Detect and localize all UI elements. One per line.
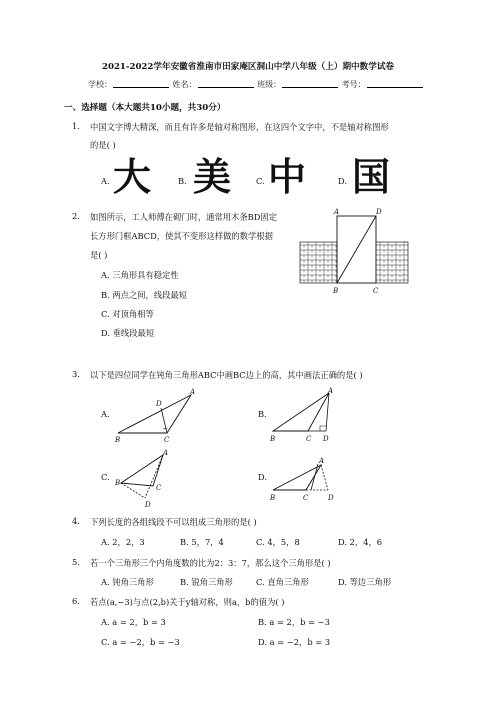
school-label: 学校： (88, 80, 112, 89)
q4-number: 4. (72, 516, 80, 526)
q1-option-a-char: 大 (113, 155, 152, 199)
svg-text:B: B (115, 436, 121, 444)
exam-no-blank[interactable] (367, 80, 423, 88)
q4-option-c[interactable]: C. 4，5，8 (256, 537, 300, 547)
q3-option-b-label[interactable]: B. (258, 409, 267, 419)
q5-option-b[interactable]: B. 锐角三角形 (180, 577, 233, 587)
q3-option-d-label[interactable]: D. (258, 472, 267, 482)
svg-text:B: B (270, 494, 276, 502)
svg-text:B: B (270, 435, 276, 443)
q5-text: 若一个三角形三个内角度数的比为2：3：7，那么这个三角形是( ) (90, 558, 331, 568)
q4-option-a[interactable]: A. 2，2，3 (101, 537, 145, 547)
q6-option-a[interactable]: A. a = 2，b = 3 (101, 617, 166, 627)
q1-text-line2: 的是( ) (90, 140, 116, 150)
q3-option-a-label[interactable]: A. (101, 409, 110, 419)
q3-figure-d (268, 455, 353, 510)
q1-option-d-label[interactable]: D. (338, 176, 347, 186)
q2-text-line3: 是( ) (90, 250, 108, 260)
q1-option-c-label[interactable]: C. (256, 176, 265, 186)
right-brick-wall (376, 242, 408, 283)
q3-text: 以下是四位同学在钝角三角形ABC中画BC边上的高，其中画法正确的是( ) (90, 370, 363, 380)
q2-door-figure (300, 205, 410, 295)
q2-option-d[interactable]: D. 垂线段最短 (101, 328, 155, 338)
q3-option-c-label[interactable]: C. (101, 472, 110, 482)
q6-option-b[interactable]: B. a = 2，b = −3 (258, 617, 330, 627)
q2-option-a[interactable]: A. 三角形具有稳定性 (101, 270, 179, 280)
svg-text:A: A (163, 449, 169, 457)
q6-number: 6. (72, 596, 80, 606)
left-brick-wall (300, 242, 337, 283)
q5-option-a[interactable]: A. 钝角三角形 (101, 577, 154, 587)
q2-option-b[interactable]: B. 两点之间，线段最短 (101, 290, 188, 300)
q5-option-c[interactable]: C. 直角三角形 (256, 577, 309, 587)
q6-option-d[interactable]: D. a = −2，b = 3 (258, 637, 331, 647)
q3-number: 3. (72, 369, 80, 379)
name-label: 姓名： (172, 80, 197, 89)
name-blank[interactable] (198, 80, 254, 88)
q4-option-b[interactable]: B. 5，7，4 (180, 537, 224, 547)
exam-no-label: 考号： (341, 80, 366, 89)
q5-number: 5. (72, 557, 80, 567)
svg-text:A: A (319, 457, 325, 465)
svg-text:A: A (190, 388, 196, 396)
student-info-line (88, 79, 424, 90)
q4-option-d[interactable]: D. 2，4，6 (338, 537, 383, 547)
svg-text:C: C (306, 435, 312, 443)
q1-text-line1: 中国文字博大精深，而且有许多是轴对称图形，在这四个文字中，不是轴对称图形 (90, 122, 389, 132)
school-blank[interactable] (113, 80, 169, 88)
q2-number: 2. (72, 211, 80, 221)
svg-text:C: C (156, 484, 162, 492)
class-label: 班级： (257, 80, 282, 89)
q2-option-c[interactable]: C. 对顶角相等 (101, 309, 154, 319)
q5-option-d[interactable]: D. 等边三角形 (338, 577, 392, 587)
q2-text-line1: 如图所示，工人师傅在砌门时，通常用木条BD固定 (90, 212, 277, 222)
q4-text: 下列长度的各组线段不可以组成三角形的是( ) (90, 517, 257, 527)
q6-option-c[interactable]: C. a = −2，b = −3 (101, 637, 180, 647)
svg-text:B: B (115, 479, 121, 487)
section-heading: 一、选择题（本大题共10小题，共30分） (64, 103, 226, 113)
svg-text:D: D (145, 501, 151, 509)
class-blank[interactable] (282, 80, 338, 88)
svg-text:A: A (328, 387, 334, 395)
label-b: B (333, 287, 339, 295)
brace-bd (337, 216, 376, 283)
q1-option-b-label[interactable]: B. (178, 176, 187, 186)
label-d: D (376, 208, 382, 216)
q3-figure-b (268, 388, 353, 446)
svg-text:C: C (164, 436, 170, 444)
svg-text:D: D (156, 400, 162, 408)
label-a: A (334, 208, 340, 216)
exam-title: 2021-2022学年安徽省淮南市田家庵区洞山中学八年级（上）期中数学试卷 (101, 62, 395, 72)
svg-text:C: C (303, 494, 309, 502)
svg-text:D: D (328, 494, 334, 502)
q2-text-line2: 长方形门框ABCD，使其不变形这样做的数学根据 (90, 231, 273, 241)
q1-option-b-char: 美 (193, 155, 232, 199)
q6-text: 若点(a,−3)与点(2,b)关于y轴对称，则a，b的值为( ) (90, 597, 285, 607)
q1-option-d-char: 国 (352, 155, 391, 199)
svg-text:D: D (323, 435, 329, 443)
q1-option-a-label[interactable]: A. (101, 176, 110, 186)
q3-figure-a (113, 388, 198, 446)
q1-option-c-char: 中 (268, 155, 307, 199)
label-c: C (373, 287, 379, 295)
q1-number: 1. (72, 121, 80, 131)
q3-figure-c (113, 450, 183, 512)
